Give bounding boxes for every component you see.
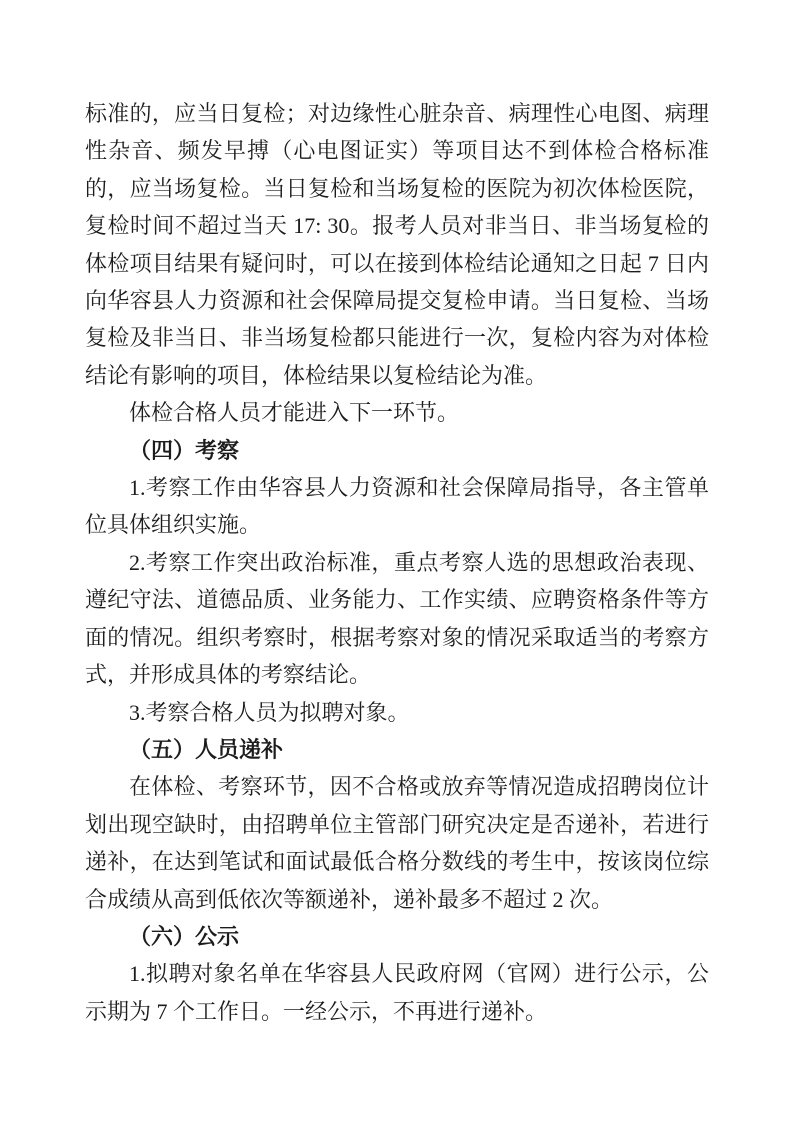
heading-section-five-replacement: （五）人员递补 <box>129 736 284 762</box>
paragraph-inspection-item-3: 3.考察合格人员为拟聘对象。 <box>129 699 410 725</box>
document-body <box>85 95 709 1030</box>
paragraph-inspection-item-2: 2.考察工作突出政治标准，重点考察人选的思想政治表现、遵纪守法、道德品质、业务能力、工作实绩、应聘资格条件等方面的情况。组织考察时，根据考察对象的情况采取适当的考察方式，并形成具体的考察结论。 <box>85 549 709 688</box>
paragraph-pass-next-step: 体检合格人员才能进入下一环节。 <box>129 400 460 426</box>
paragraph-recheck-rules: 标准的，应当日复检；对边缘性心脏杂音、病理性心电图、病理性杂音、频发早搏（心电图证实）等项目达不到体检合格标准的，应当场复检。当日复检和当场复检的医院为初次体检医院，复检时间不超过当天 17: 30。报考人员对非当日、非当场复检的体检项目结果有疑问时，可以在接到体检结论通知之日起 7 日内向华容县人力资源和社会保障局提交复检申请。当日复检、当场复检及非当日、非当场复检都只能进行一次，复检内容为对体检结论有影响的项目，体检结果以复检结论为准。 <box>85 101 709 388</box>
paragraph-replacement-rules: 在体检、考察环节，因不合格或放弃等情况造成招聘岗位计划出现空缺时，由招聘单位主管部门研究决定是否递补，若进行递补，在达到笔试和面试最低合格分数线的考生中，按该岗位综合成绩从高到低依次等额递补，递补最多不超过 2 次。 <box>85 774 709 912</box>
paragraph-inspection-item-1: 1.考察工作由华容县人力资源和社会保障局指导，各主管单位具体组织实施。 <box>85 475 709 538</box>
paragraph-publicity-item-1: 1.拟聘对象名单在华容县人民政府网（官网）进行公示，公示期为 7 个工作日。一经公示，不再进行递补。 <box>85 961 709 1024</box>
heading-section-four-inspection: （四）考察 <box>129 437 240 463</box>
heading-section-six-publicity: （六）公示 <box>129 923 240 949</box>
